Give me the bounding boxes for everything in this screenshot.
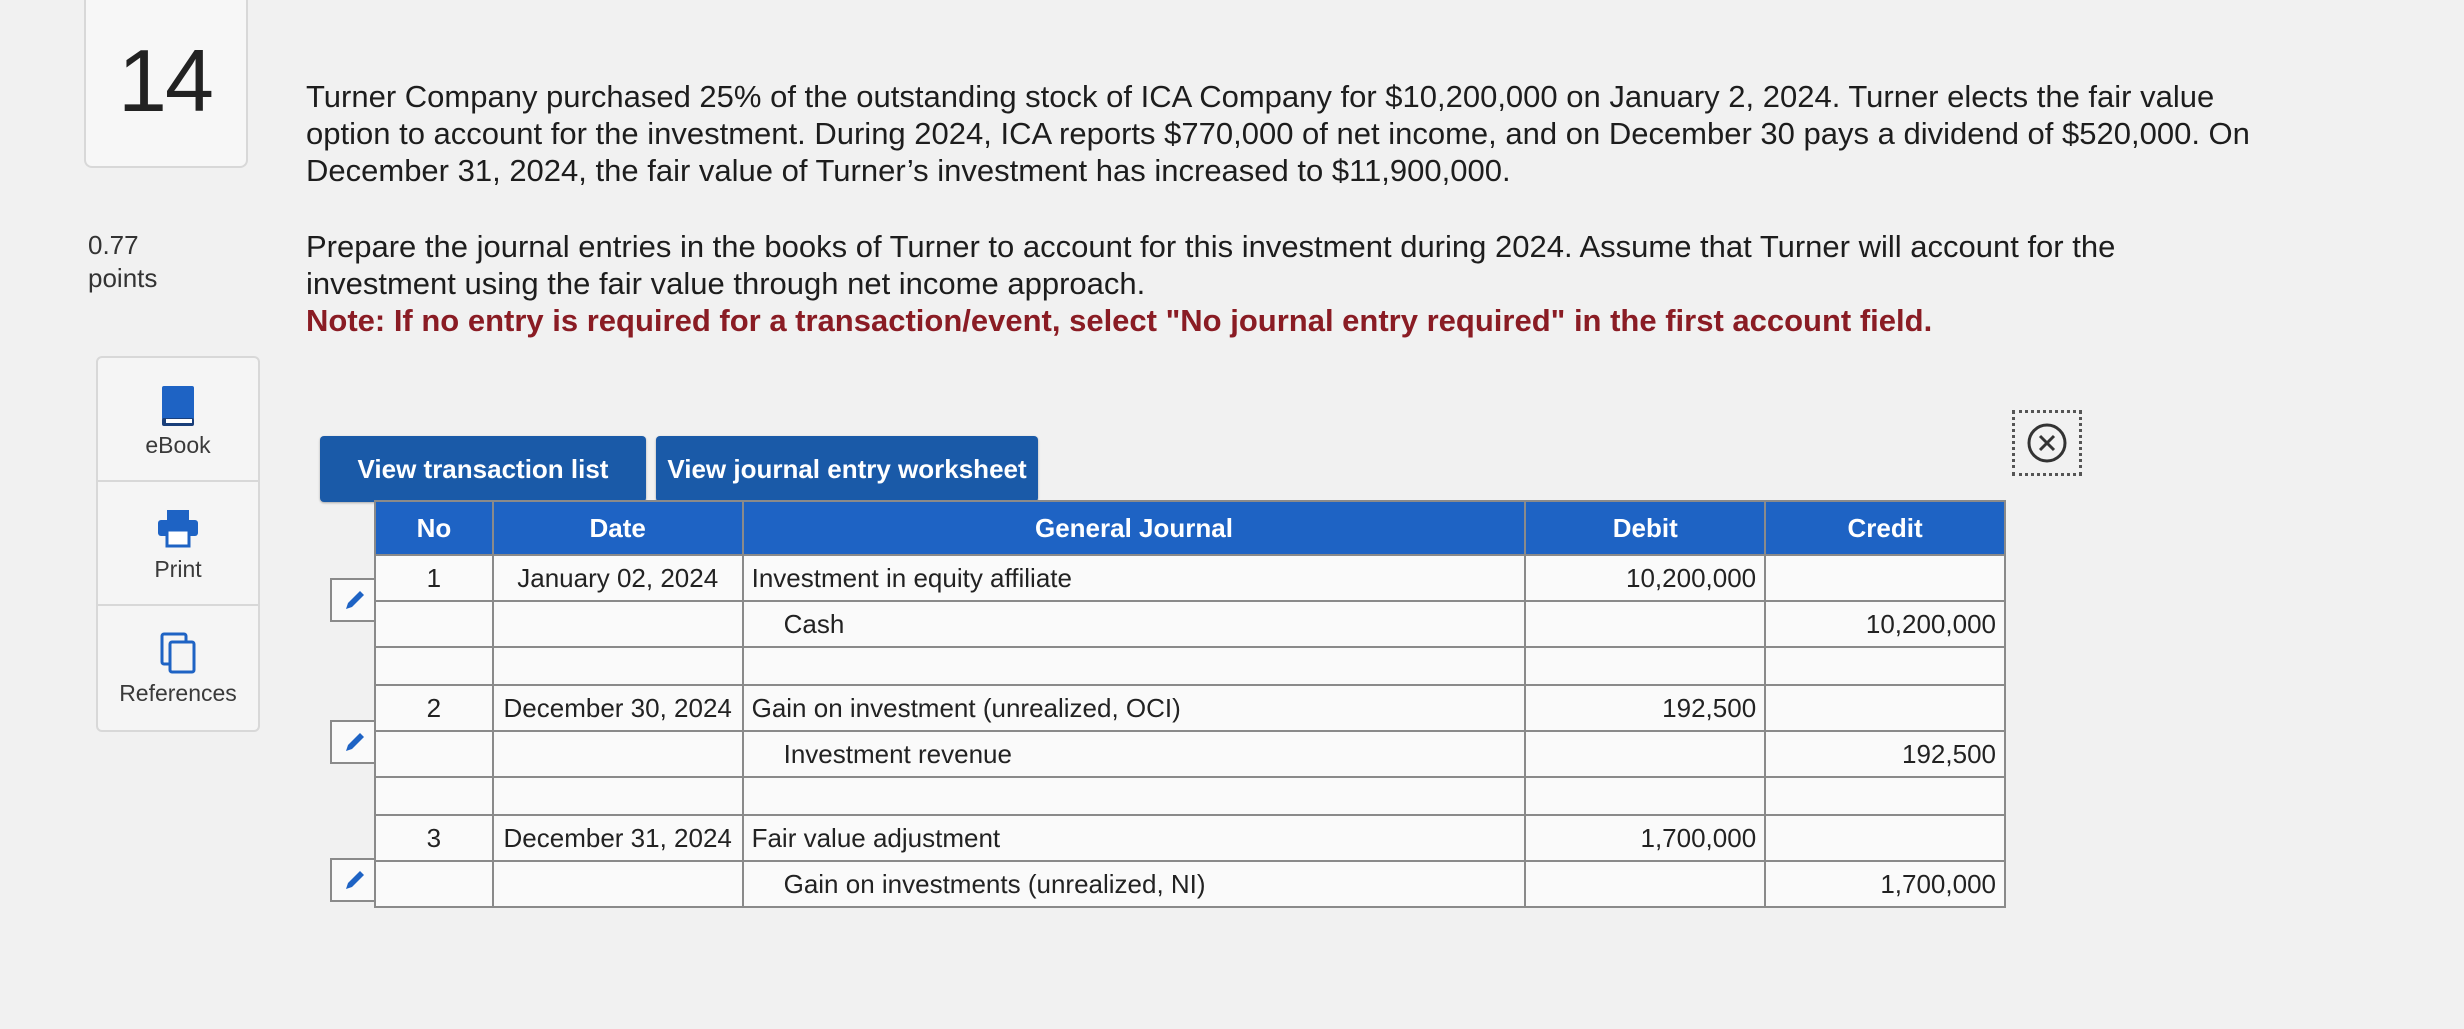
close-circle-icon [2025, 421, 2069, 465]
debit-amount: 1,700,000 [1525, 815, 1765, 861]
debit-account: Fair value adjustment [743, 815, 1526, 861]
empty-cell [1765, 777, 2005, 815]
header-debit: Debit [1525, 501, 1765, 555]
book-icon [158, 384, 198, 428]
ebook-label: eBook [145, 432, 211, 458]
references-button[interactable] [98, 606, 258, 730]
empty-cell [1525, 647, 1765, 685]
debit-account: Gain on investment (unrealized, OCI) [743, 685, 1526, 731]
credit-account: Cash [743, 601, 1526, 647]
empty-cell [375, 647, 493, 685]
table-row [375, 777, 2005, 815]
empty-cell [375, 861, 493, 907]
empty-cell [1525, 777, 1765, 815]
question-number: 14 [118, 31, 212, 130]
empty-cell [375, 777, 493, 815]
table-row [375, 861, 2005, 907]
empty-cell [1525, 601, 1765, 647]
table-row [375, 555, 2005, 601]
empty-cell [493, 861, 743, 907]
points-label: points [88, 263, 158, 293]
ebook-button[interactable] [98, 358, 258, 482]
entry-no: 3 [375, 815, 493, 861]
view-journal-worksheet-button[interactable]: View journal entry worksheet [656, 436, 1038, 502]
table-row [375, 601, 2005, 647]
references-icon [158, 632, 198, 676]
entry-no: 1 [375, 555, 493, 601]
header-credit: Credit [1765, 501, 2005, 555]
journal-table [374, 500, 2006, 908]
edit-entry-1-button[interactable] [330, 578, 380, 622]
credit-account: Gain on investments (unrealized, NI) [743, 861, 1526, 907]
empty-cell [1765, 647, 2005, 685]
close-button[interactable] [2012, 410, 2082, 476]
credit-amount: 10,200,000 [1765, 601, 2005, 647]
entry-no: 2 [375, 685, 493, 731]
problem-text [306, 78, 2266, 339]
points-value: 0.77 [88, 230, 139, 260]
problem-paragraph-1: Turner Company purchased 25% of the outstanding stock of ICA Company for $10,200,000 on January 2, 2024. Turner elects the fair value option to account for the investment. During 2024, ICA reports $770,000 of net income, and on December 30 pays a dividend of $520,000. On December 31, 2024, the fair value of Turner’s investment has increased to $11,900,000. [306, 79, 2250, 189]
empty-cell [493, 777, 743, 815]
empty-cell [1525, 731, 1765, 777]
table-header-row [375, 501, 2005, 555]
table-row [375, 685, 2005, 731]
header-general-journal: General Journal [743, 501, 1526, 555]
header-no: No [375, 501, 493, 555]
pencil-icon [342, 587, 368, 613]
view-transaction-list-button[interactable]: View transaction list [320, 436, 646, 502]
empty-cell [1525, 861, 1765, 907]
table-row [375, 815, 2005, 861]
printer-icon [156, 508, 200, 548]
entry-date: December 31, 2024 [493, 815, 743, 861]
references-label: References [119, 680, 237, 706]
problem-paragraph-2: Prepare the journal entries in the books of Turner to account for this investment during 2024. Assume that Turner will account for the investment using the fair value through net income approach. [306, 228, 2116, 301]
empty-cell [375, 601, 493, 647]
print-button[interactable] [98, 482, 258, 606]
credit-amount-empty [1765, 685, 2005, 731]
credit-amount: 1,700,000 [1765, 861, 2005, 907]
empty-cell [493, 647, 743, 685]
edit-entry-2-button[interactable] [330, 720, 380, 764]
empty-cell [493, 601, 743, 647]
empty-cell [743, 777, 1526, 815]
table-row [375, 647, 2005, 685]
credit-amount-empty [1765, 815, 2005, 861]
print-label: Print [154, 556, 202, 582]
edit-entry-3-button[interactable] [330, 858, 380, 902]
debit-amount: 192,500 [1525, 685, 1765, 731]
entry-date: December 30, 2024 [493, 685, 743, 731]
credit-amount: 192,500 [1765, 731, 2005, 777]
entry-date: January 02, 2024 [493, 555, 743, 601]
pencil-icon [342, 867, 368, 893]
credit-account: Investment revenue [743, 731, 1526, 777]
empty-cell [375, 731, 493, 777]
empty-cell [743, 647, 1526, 685]
pencil-icon [342, 729, 368, 755]
table-row [375, 731, 2005, 777]
header-date: Date [493, 501, 743, 555]
tools-panel [96, 356, 260, 732]
debit-account: Investment in equity affiliate [743, 555, 1526, 601]
credit-amount-empty [1765, 555, 2005, 601]
debit-amount: 10,200,000 [1525, 555, 1765, 601]
problem-note: Note: If no entry is required for a transaction/event, select "No journal entry required" in the first account field. [306, 302, 1933, 338]
empty-cell [493, 731, 743, 777]
